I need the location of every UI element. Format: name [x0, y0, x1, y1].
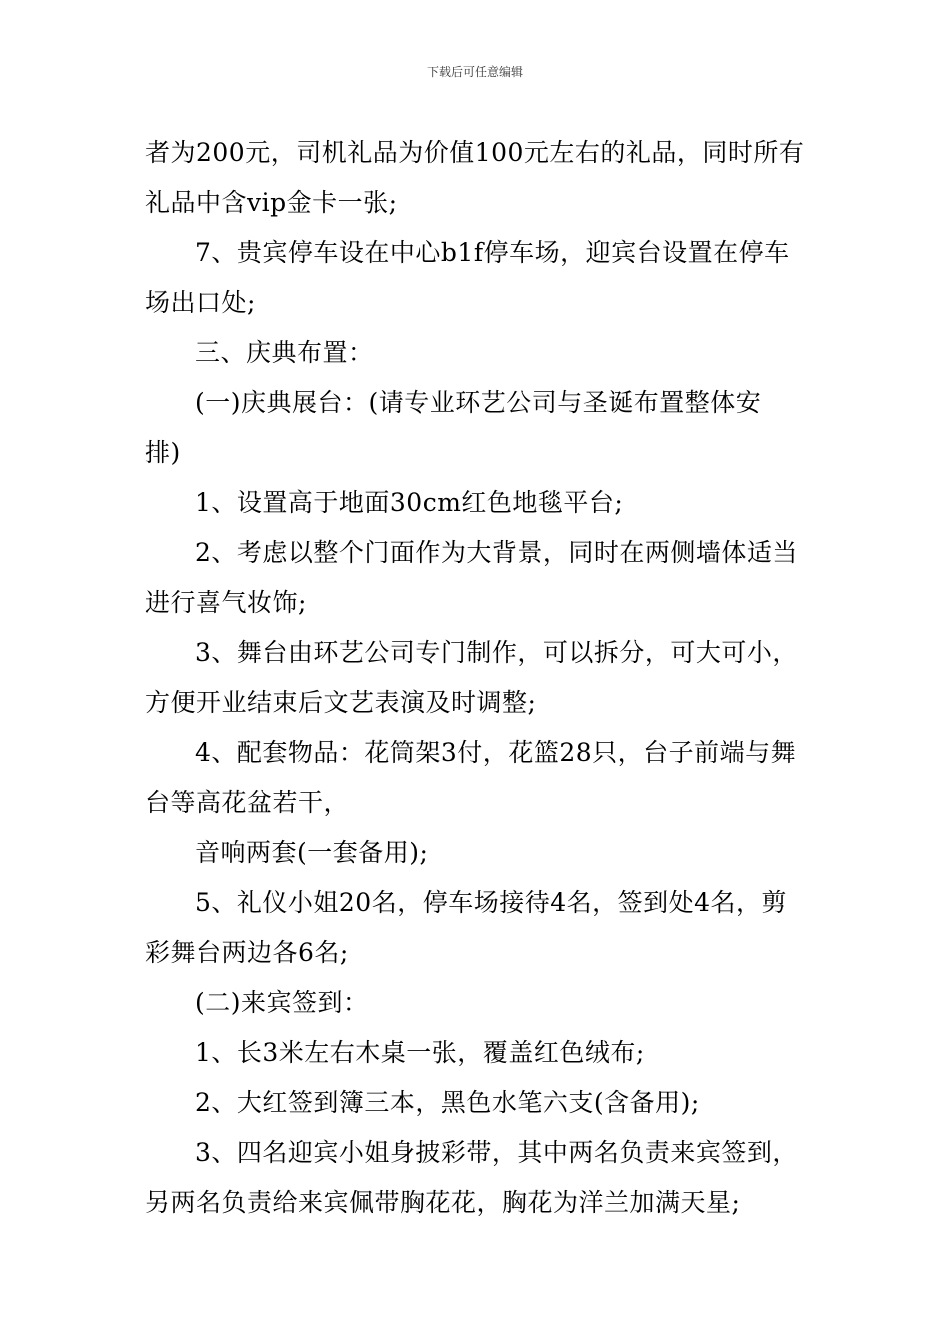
paragraph-line: 7、贵宾停车设在中心b1f停车场，迎宾台设置在停车: [195, 238, 790, 267]
paragraph-line: 另两名负责给来宾佩带胸花花，胸花为洋兰加满天星;: [145, 1188, 741, 1217]
paragraph-line: 4、配套物品：花筒架3付，花篮28只，台子前端与舞: [195, 738, 797, 767]
paragraph-line: 2、大红签到簿三本，黑色水笔六支(含备用);: [195, 1088, 700, 1117]
document-body: [145, 128, 810, 1228]
paragraph-line: 台等高花盆若干，: [145, 788, 350, 817]
paragraph-line: 场出口处;: [145, 288, 256, 317]
paragraph-line: 3、四名迎宾小姐身披彩带，其中两名负责来宾签到，: [195, 1138, 798, 1167]
paragraph-line: 3、舞台由环艺公司专门制作，可以拆分，可大可小，: [195, 638, 798, 667]
paragraph-line: 者为200元，司机礼品为价值100元左右的礼品，同时所有: [145, 138, 805, 167]
paragraph-line: 2、考虑以整个门面作为大背景，同时在两侧墙体适当: [195, 538, 798, 567]
paragraph-line: 5、礼仪小姐20名，停车场接待4名，签到处4名，剪: [195, 888, 788, 917]
paragraph-line: 进行喜气妆饰;: [145, 588, 307, 617]
paragraph-line: 排): [145, 438, 181, 467]
paragraph-line: 音响两套(一套备用);: [195, 838, 429, 867]
paragraph-line: 彩舞台两边各6名;: [145, 938, 349, 967]
paragraph-line: 方便开业结束后文艺表演及时调整;: [145, 688, 537, 717]
paragraph-line: 1、设置高于地面30cm红色地毯平台;: [195, 488, 624, 517]
paragraph-line: 1、长3米左右木桌一张，覆盖红色绒布;: [195, 1038, 645, 1067]
paragraph-line: (一)庆典展台：(请专业环艺公司与圣诞布置整体安: [195, 388, 762, 417]
paragraph-line: 三、庆典布置：: [195, 338, 374, 367]
paragraph-line: (二)来宾签到：: [195, 988, 369, 1017]
paragraph-line: 礼品中含vip金卡一张;: [145, 188, 398, 217]
page-header: 下载后可任意编辑: [426, 65, 523, 79]
